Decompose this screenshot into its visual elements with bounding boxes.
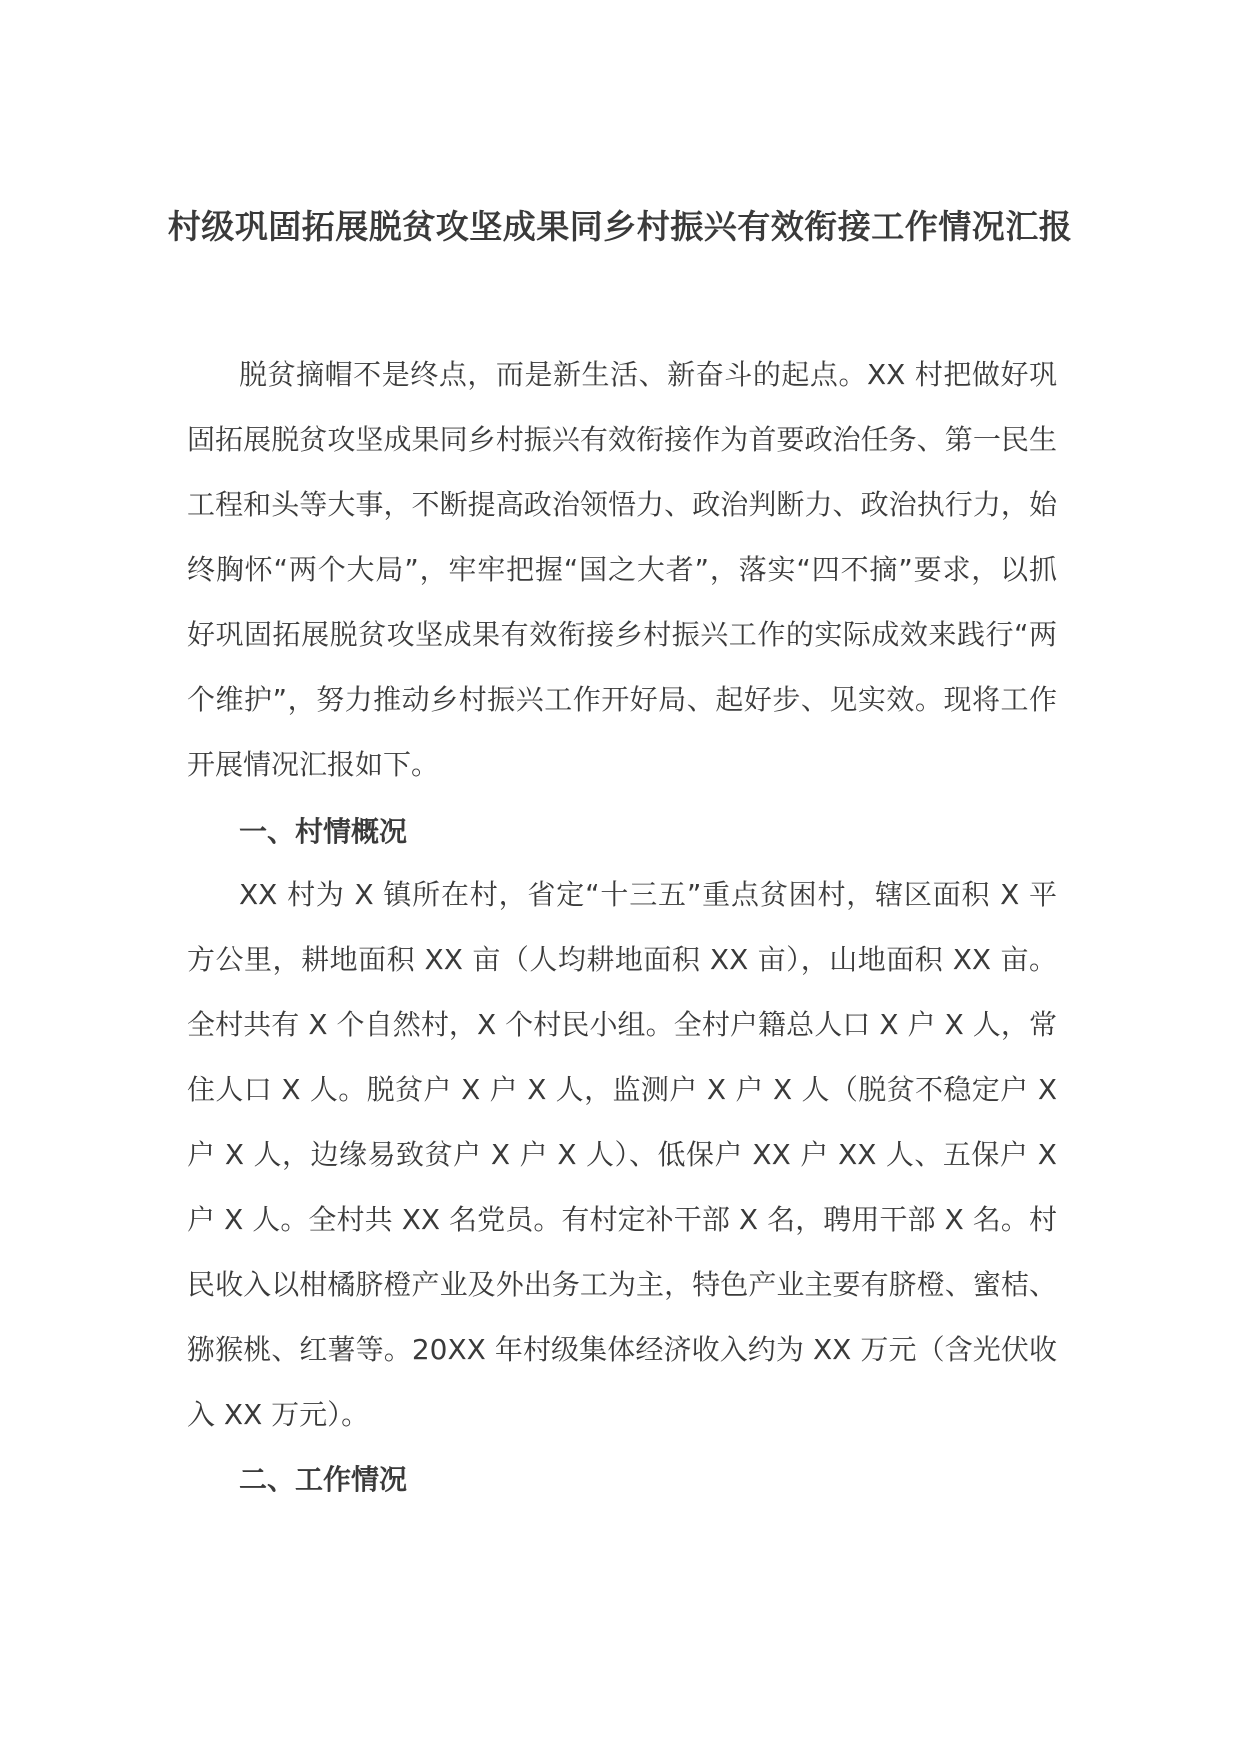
- document-title: 村级巩固拓展脱贫攻坚成果同乡村振兴有效衔接工作情况汇报: [167, 207, 1073, 246]
- village-overview-paragraph: XX 村为 X 镇所在村，省定“十三五”重点贫困村，辖区面积 X 平方公里，耕地面积 XX 亩（人均耕地面积 XX 亩），山地面积 XX 亩。全村共有 X 个自然村，X 个村民小组。全村户籍总人口 X 户 X 人，常住人口 X 人。脱贫户 X 户 X 人，监测户 X 户 X 人（脱贫不稳定户 X 户 X 人，边缘易致贫户 X 户 X 人）、低保户 XX 户 XX 人、五保户 X 户 X 人。全村共 XX 名党员。有村定补干部 X 名，聘用干部 X 名。村民收入以柑橘脐橙产业及外出务工为主，特色产业主要有脐橙、蜜桔、猕猴桃、红薯等。20XX 年村级集体经济收入约为 XX 万元（含光伏收入 XX 万元）。: [187, 878, 1057, 1431]
- intro-paragraph: 脱贫摘帽不是终点，而是新生活、新奋斗的起点。XX 村把做好巩固拓展脱贫攻坚成果同乡村振兴有效衔接作为首要政治任务、第一民生工程和头等大事，不断提高政治领悟力、政治判断力、政治执行力，始终胸怀“两个大局”，牢牢把握“国之大者”，落实“四不摘”要求，以抓好巩固拓展脱贫攻坚成果有效衔接乡村振兴工作的实际成效来践行“两个维护”，努力推动乡村振兴工作开好局、起好步、见实效。现将工作开展情况汇报如下。: [187, 358, 1057, 781]
- section-heading-village-overview: 一、村情概况: [239, 815, 408, 848]
- section-heading-work-status: 二、工作情况: [239, 1463, 408, 1496]
